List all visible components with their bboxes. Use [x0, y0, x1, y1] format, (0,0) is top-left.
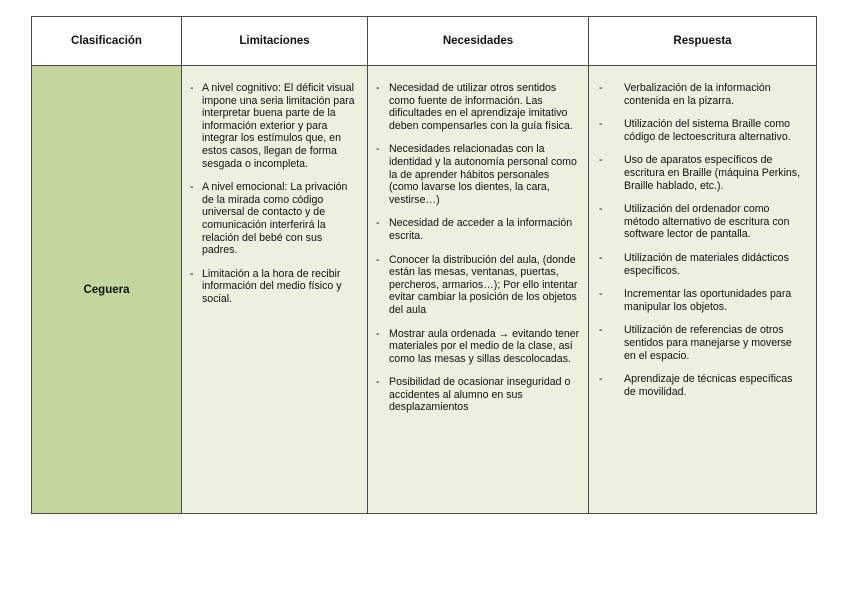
cell-clasificacion	[32, 66, 181, 513]
bullet-dash: -	[376, 327, 380, 340]
list-item-text: Necesidad de utilizar otros sentidos como fuente de información. Las dificultades en el aprendizaje imitativo deben compensarles con la guía física.	[389, 82, 573, 132]
bullet-dash: -	[599, 203, 603, 216]
list-item	[599, 288, 806, 313]
list-item-text: Necesidades relacionadas con la identidad y la autonomía personal como la de aprender hábitos personales (como lavarse los dientes, la cara, vestirse…)	[389, 143, 577, 206]
table-header-row	[32, 17, 816, 66]
bullet-dash: -	[190, 82, 194, 94]
classification-label: Ceguera	[83, 283, 130, 296]
list-item	[599, 252, 806, 277]
limitaciones-list	[182, 66, 367, 306]
list-item-text: Necesidad de acceder a la información escrita.	[389, 217, 573, 242]
respuesta-list	[589, 66, 816, 398]
bullet-dash: -	[376, 253, 380, 266]
list-item-text: Posibilidad de ocasionar inseguridad o accidentes al alumno en sus desplazamientos	[389, 376, 571, 414]
necesidades-list	[368, 66, 588, 414]
list-item	[190, 82, 357, 170]
list-item	[599, 82, 806, 107]
cell-necesidades	[368, 66, 588, 513]
list-item-text: Utilización del ordenador como método alternativo de escritura con software lector de pantalla.	[624, 203, 790, 241]
list-item	[599, 154, 806, 192]
list-item	[376, 82, 580, 132]
list-item	[376, 217, 580, 242]
list-item	[376, 254, 580, 317]
list-item	[190, 268, 357, 306]
list-item-text: Verbalización de la información contenida en la pizarra.	[624, 82, 771, 107]
bullet-dash: -	[376, 82, 380, 94]
bullet-dash: -	[190, 267, 194, 280]
list-item	[599, 373, 806, 398]
bullet-dash: -	[190, 181, 194, 194]
header-clasificacion: Clasificación	[71, 35, 142, 47]
bullet-dash: -	[599, 324, 603, 337]
bullet-dash: -	[599, 82, 603, 94]
cell-limitaciones	[182, 66, 367, 513]
bullet-dash: -	[376, 376, 380, 389]
list-item-text: A nivel emocional: La privación de la mirada como código universal de contacto y de comunicación interferirá la relación del bebé con sus padres.	[202, 181, 348, 257]
bullet-dash: -	[599, 373, 603, 386]
list-item	[376, 143, 580, 206]
list-item	[599, 324, 806, 362]
list-item-text: Utilización del sistema Braille como código de lectoescritura alternativo.	[624, 118, 791, 143]
list-item	[376, 328, 580, 366]
bullet-dash: -	[376, 217, 380, 230]
bullet-dash: -	[599, 251, 603, 264]
list-item	[376, 376, 580, 414]
bullet-dash: -	[376, 143, 380, 156]
classification-table	[31, 16, 817, 514]
list-item-text: Utilización de referencias de otros sentidos para manejarse y moverse en el espacio.	[624, 324, 792, 362]
bullet-dash: -	[599, 288, 603, 301]
list-item-text: Mostrar aula ordenada → evitando tener materiales por el medio de la clase, así como las mesas y sillas descolocadas.	[389, 327, 580, 365]
header-limitaciones: Limitaciones	[239, 35, 310, 47]
header-respuesta: Respuesta	[673, 35, 732, 47]
list-item-text: Aprendizaje de técnicas específicas de movilidad.	[624, 373, 793, 398]
list-item	[190, 181, 357, 257]
bullet-dash: -	[599, 154, 603, 167]
list-item	[599, 203, 806, 241]
list-item-text: Conocer la distribución del aula, (donde están las mesas, ventanas, puertas, percheros, armarios…); Por ello intentar evitar cambiar la posición de los objetos del aula	[389, 253, 578, 316]
cell-respuesta	[589, 66, 816, 513]
list-item-text: A nivel cognitivo: El déficit visual impone una seria limitación para interpretar buena parte de la información exterior y para integrar los estímulos que, en estos casos, llegan de forma sesgada o incompleta.	[202, 82, 355, 170]
list-item	[599, 118, 806, 143]
list-item-text: Utilización de materiales didácticos específicos.	[624, 251, 789, 277]
list-item-text: Uso de aparatos específicos de escritura en Braille (máquina Perkins, Braille hablado, etc.).	[624, 154, 801, 192]
bullet-dash: -	[599, 118, 603, 131]
list-item-text: Limitación a la hora de recibir información del medio físico y social.	[202, 267, 342, 305]
list-item-text: Incrementar las oportunidades para manipular los objetos.	[624, 288, 792, 313]
header-necesidades: Necesidades	[442, 35, 514, 47]
